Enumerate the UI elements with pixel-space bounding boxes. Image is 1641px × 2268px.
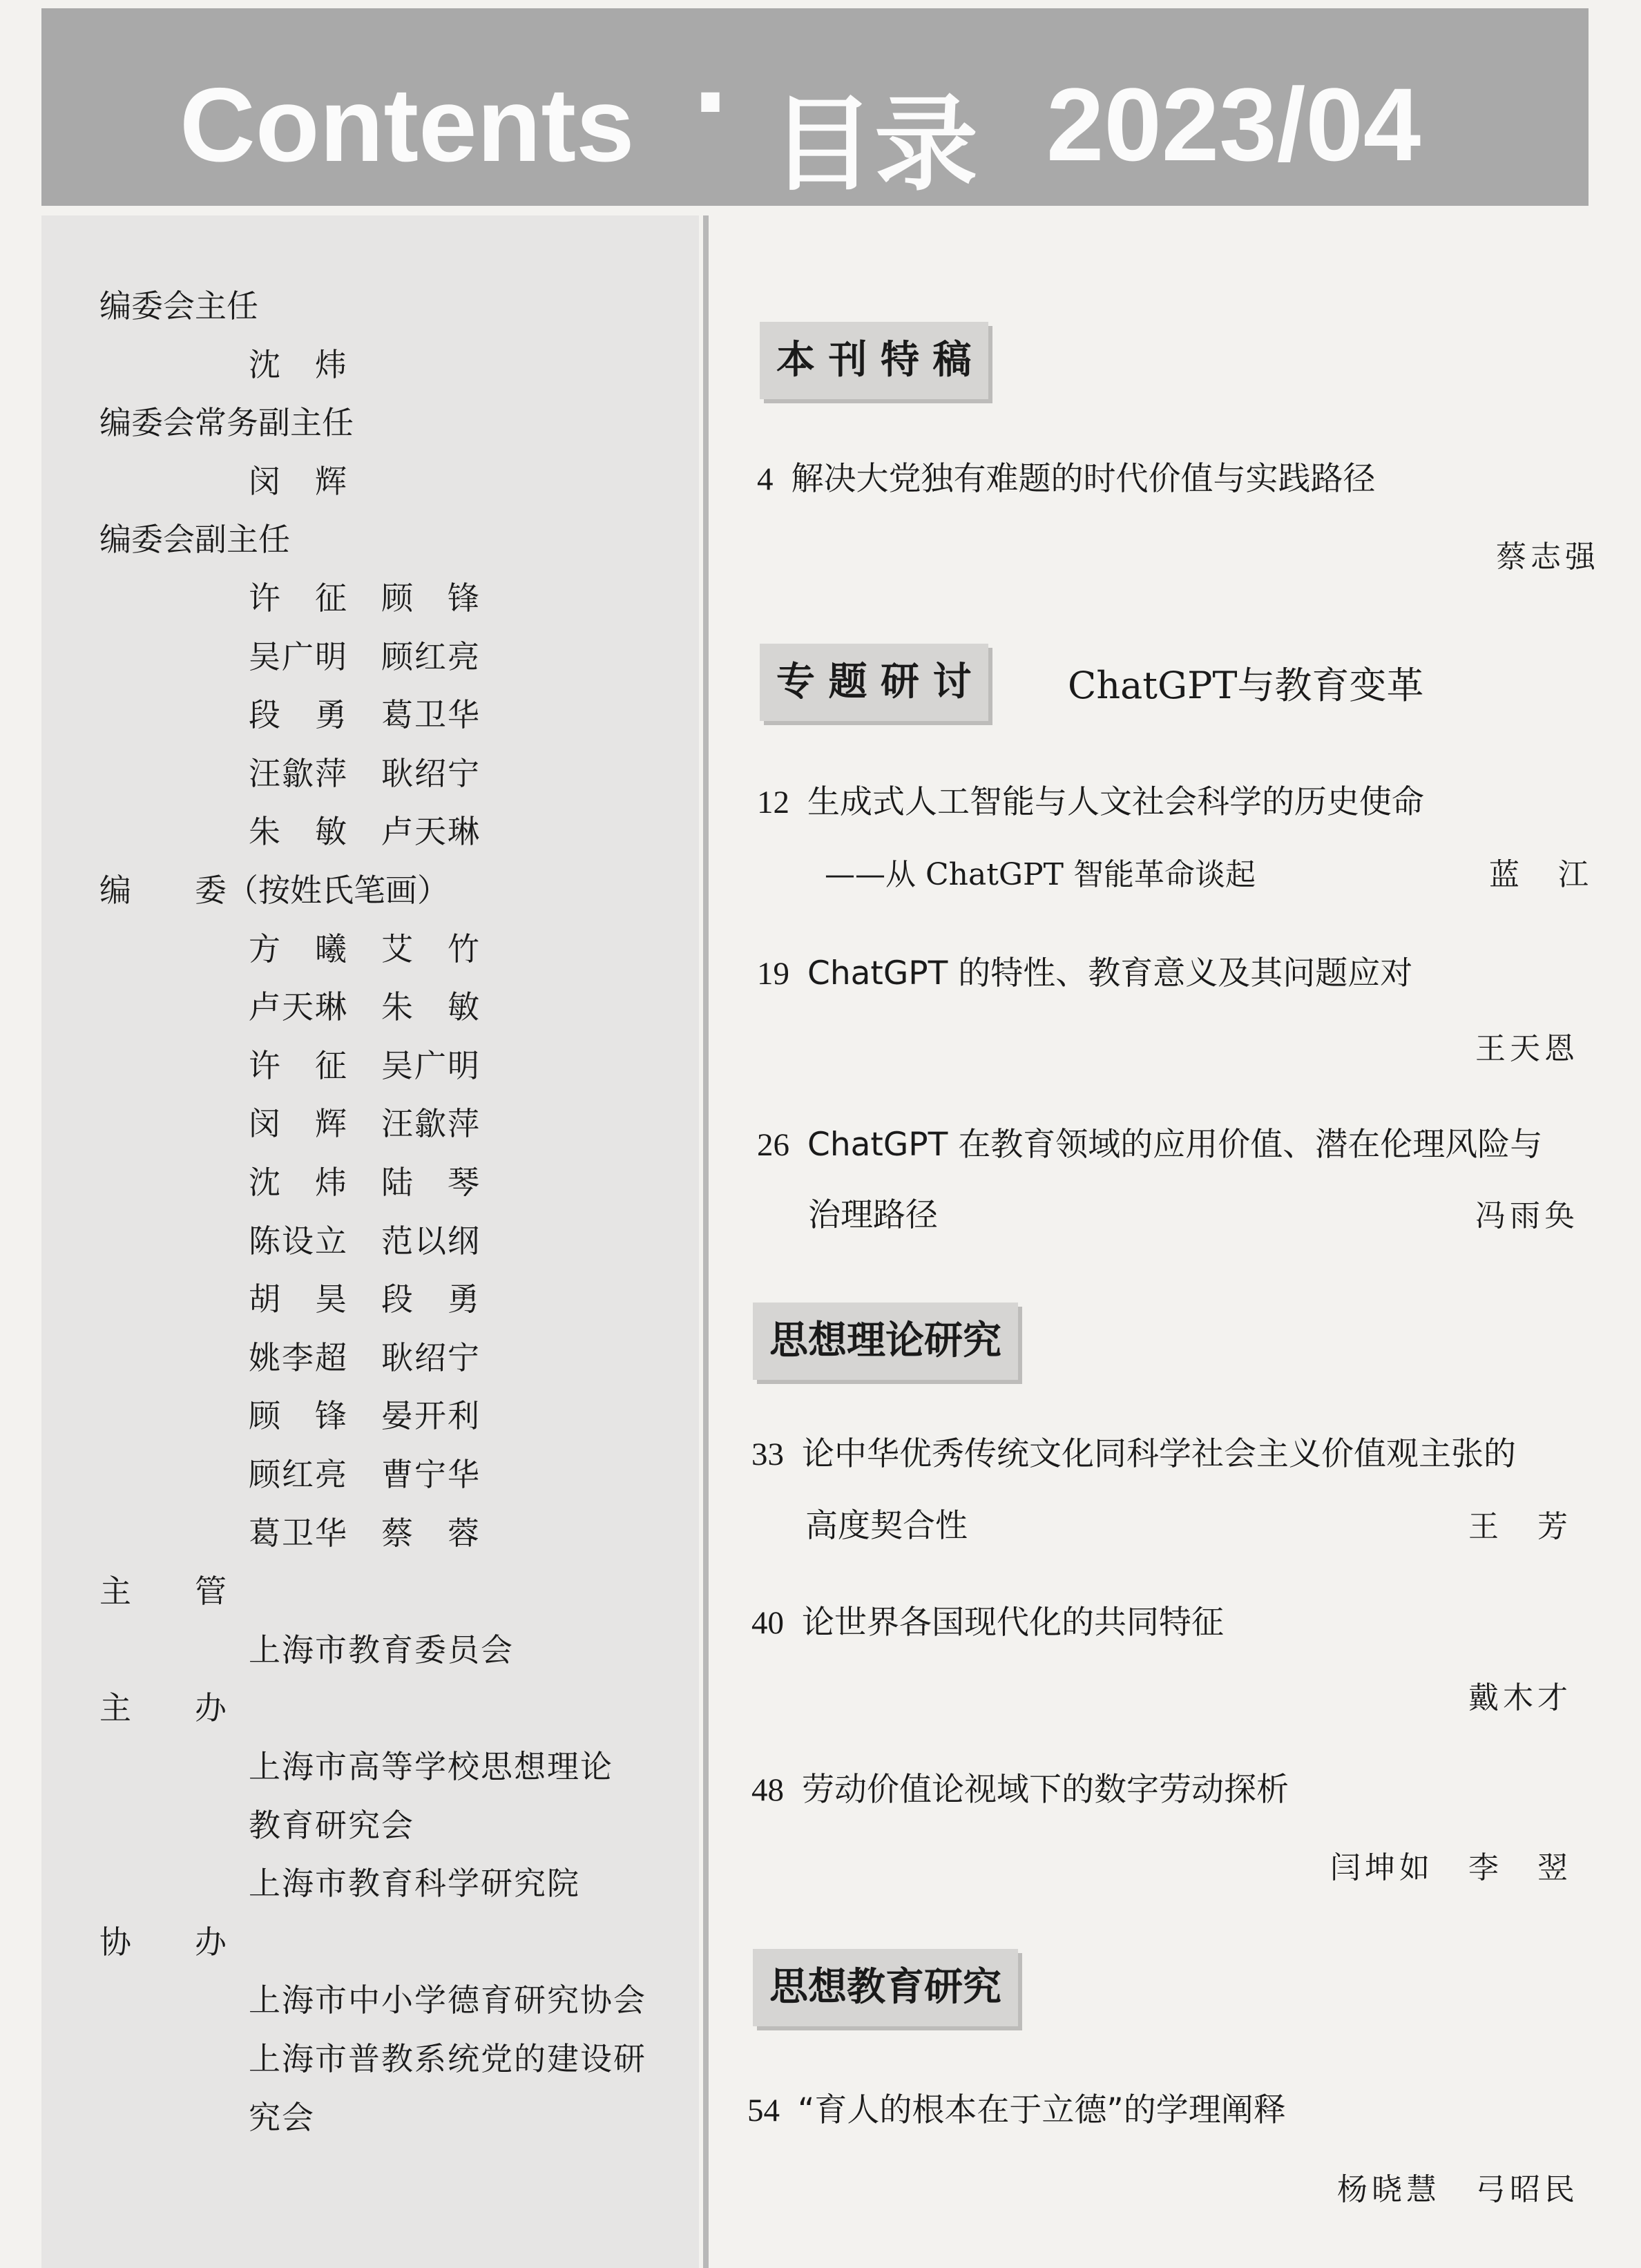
section-heading-topic: 专 题 研 讨 — [760, 644, 988, 721]
masthead-role-label: 编委会副主任 — [99, 521, 290, 558]
toc-entry-title[interactable] — [751, 1428, 1516, 1474]
toc-entry-author: 杨晓慧 弓昭民 — [1337, 2172, 1579, 2207]
masthead-name-line: 许 征 顾 锋 — [249, 579, 481, 617]
masthead-name-line: 上海市教育科学研究院 — [249, 1865, 580, 1902]
toc-entry-page: 48 — [751, 1772, 784, 1808]
masthead-role-label: 编委会常务副主任 — [99, 404, 354, 441]
masthead-name-line: 卢天琳 朱 敏 — [249, 988, 481, 1026]
toc-entry-page: 54 — [747, 2093, 780, 2128]
masthead-role-label: 主 管 — [99, 1573, 227, 1610]
toc-entry-title-text: 论中华优秀传统文化同科学社会主义价值观主张的 — [802, 1435, 1516, 1473]
toc-entry-title-text: 生成式人工智能与人文社会科学的历史使命 — [807, 783, 1424, 821]
masthead-name-line: 方 曦 艾 竹 — [249, 930, 481, 968]
section-topic-subtitle: ChatGPT与教育变革 — [1068, 664, 1424, 707]
section-heading-education: 思想教育研究 — [753, 1949, 1018, 2026]
masthead-name-line: 姚李超 耿绍宁 — [249, 1339, 481, 1376]
header-mulu-title: 目录 — [771, 85, 979, 205]
toc-entry-author: 王 芳 — [1468, 1509, 1572, 1544]
toc-entry-page: 19 — [757, 956, 789, 992]
masthead-role-label: 主 办 — [99, 1689, 227, 1727]
contents-header — [41, 8, 1589, 206]
header-separator-dot: · — [691, 43, 730, 163]
masthead-name-line: 顾 锋 晏开利 — [249, 1397, 481, 1434]
masthead-name-line: 闵 辉 — [249, 463, 348, 500]
toc-entry-title[interactable] — [751, 1764, 1289, 1810]
masthead-name-line: 葛卫华 蔡 蓉 — [249, 1515, 481, 1552]
section-heading-theory: 思想理论研究 — [753, 1303, 1018, 1380]
toc-entry-title[interactable] — [757, 453, 1376, 499]
toc-entry-author: 蔡志强 — [1496, 539, 1600, 575]
toc-entry-title[interactable] — [751, 1597, 1224, 1643]
toc-entry-author: 冯雨奂 — [1475, 1198, 1579, 1233]
toc-entry-title[interactable] — [757, 776, 1424, 823]
masthead-name-line: 教育研究会 — [249, 1807, 414, 1844]
masthead-name-line: 上海市高等学校思想理论 — [249, 1748, 613, 1785]
toc-entry-subtitle: ——从 ChatGPT 智能革命谈起 — [825, 857, 1256, 892]
toc-entry-author: 蓝 江 — [1489, 857, 1593, 892]
masthead-name-line: 闵 辉 汪歙萍 — [249, 1105, 481, 1142]
toc-entry-page: 4 — [757, 461, 774, 497]
masthead-name-line: 汪歙萍 耿绍宁 — [249, 755, 481, 792]
masthead-name-line: 上海市中小学德育研究协会 — [249, 1981, 646, 2019]
toc-entry-title[interactable] — [757, 948, 1412, 994]
toc-entry-author: 闫坤如 李 翌 — [1330, 1850, 1572, 1885]
masthead-name-line: 沈 炜 — [249, 346, 348, 383]
masthead-name-line: 朱 敏 卢天琳 — [249, 813, 481, 850]
toc-entry-page: 33 — [751, 1436, 784, 1472]
masthead-name-line: 陈设立 范以纲 — [249, 1222, 481, 1260]
masthead-name-line: 究会 — [249, 2099, 315, 2136]
masthead-name-line: 段 勇 葛卫华 — [249, 696, 481, 733]
toc-entry-title-cont: 高度契合性 — [805, 1507, 968, 1545]
toc-entry-page: 26 — [757, 1127, 789, 1163]
issue-date: 2023/04 — [1046, 66, 1421, 182]
section-heading-special: 本 刊 特 稿 — [760, 322, 988, 399]
header-contents-title: Contents — [180, 66, 635, 184]
masthead-panel — [41, 215, 699, 2268]
toc-entry-title-text: ChatGPT 在教育领域的应用价值、潜在伦理风险与 — [807, 1126, 1543, 1164]
toc-entry-author: 戴木才 — [1468, 1680, 1572, 1716]
masthead-list — [41, 215, 699, 2268]
masthead-name-line: 上海市普教系统党的建设研 — [249, 2040, 646, 2077]
toc-entry-title[interactable] — [757, 1119, 1542, 1165]
masthead-role-label: 协 办 — [99, 1923, 227, 1961]
toc-entry-author: 王天恩 — [1475, 1031, 1579, 1066]
toc-entry-title-cont: 治理路径 — [808, 1196, 938, 1234]
masthead-name-line: 沈 炜 陆 琴 — [249, 1164, 481, 1201]
masthead-role-label: 编委会主任 — [99, 287, 258, 325]
masthead-name-line: 胡 昊 段 勇 — [249, 1280, 481, 1318]
toc-entry-title[interactable] — [747, 2084, 1286, 2131]
column-divider — [703, 215, 709, 2268]
masthead-name-line: 上海市教育委员会 — [249, 1631, 514, 1669]
toc-entry-title-text: 解决大党独有难题的时代价值与实践路径 — [791, 460, 1376, 498]
toc-entry-title-text: 劳动价值论视域下的数字劳动探析 — [802, 1771, 1289, 1809]
masthead-name-line: 许 征 吴广明 — [249, 1047, 481, 1084]
masthead-name-line: 吴广明 顾红亮 — [249, 638, 481, 675]
masthead-role-label: 编 委（按姓氏笔画） — [99, 872, 449, 909]
toc-entry-title-text: 论世界各国现代化的共同特征 — [802, 1604, 1224, 1642]
table-of-contents — [709, 215, 1641, 2268]
toc-entry-title-text: ChatGPT 的特性、教育意义及其问题应对 — [807, 954, 1413, 992]
toc-entry-title-text: “育人的根本在于立德”的学理阐释 — [798, 2091, 1286, 2129]
masthead-name-line: 顾红亮 曹宁华 — [249, 1456, 481, 1493]
toc-entry-page: 12 — [757, 785, 789, 820]
toc-entry-page: 40 — [751, 1605, 784, 1641]
